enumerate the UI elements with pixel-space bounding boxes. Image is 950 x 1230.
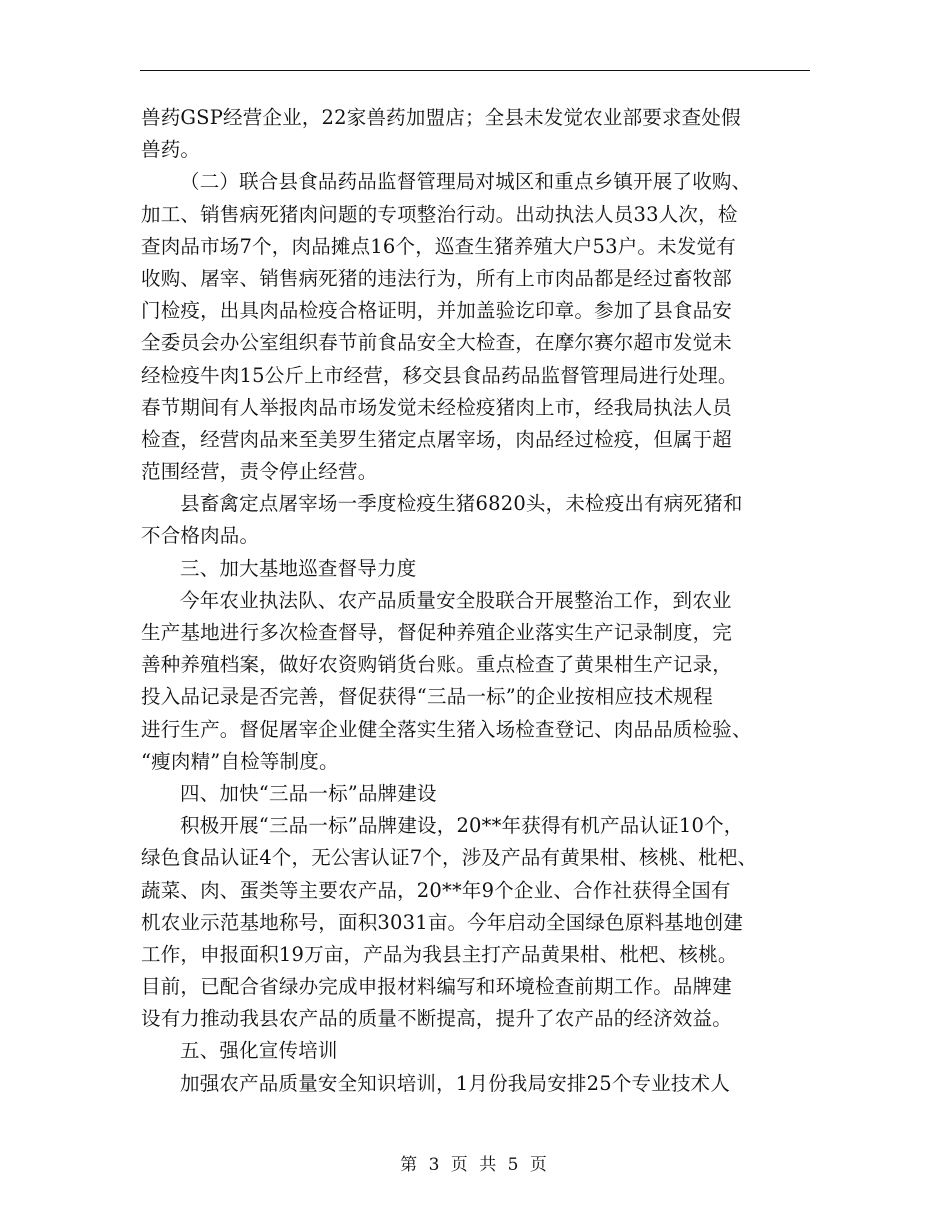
text-line: 今年农业执法队、农产品质量安全股联合开展整治工作，到农业: [180, 588, 732, 612]
text-line: 机农业示范基地称号，面积3031亩。今年启动全国绿色原料基地创建: [141, 910, 744, 934]
text-line: 目前，已配合省绿办完成申报材料编写和环境检查前期工作。品牌建: [141, 975, 733, 999]
text-line: 县畜禽定点屠宰场一季度检疫生猪6820头，未检疫出有病死猪和: [180, 492, 743, 516]
text-line: 全委员会办公室组织春节前食品安全大检查，在摩尔赛尔超市发觉未: [141, 331, 733, 355]
text-line: “瘦肉精”自检等制度。: [141, 749, 339, 773]
text-line: 经检疫牛肉15公斤上市经营，移交县食品药品监督管理局进行处理。: [141, 363, 738, 387]
text-line: 春节期间有人举报肉品市场发觉未经检疫猪肉上市，经我局执法人员: [141, 395, 733, 419]
text-line: 绿色食品认证4个，无公害认证7个，涉及产品有黄果柑、核桃、枇杷、: [141, 846, 758, 870]
header-rule: [140, 70, 810, 71]
text-line: 加强农产品质量安全知识培训，1月份我局安排25个专业技术人: [180, 1071, 731, 1095]
text-line: 查肉品市场7个，肉品摊点16个，巡查生猪养殖大户53户。未发觉有: [141, 234, 736, 258]
text-line: 兽药GSP经营企业，22家兽药加盟店；全县未发觉农业部要求查处假: [141, 106, 741, 129]
body-text: [141, 102, 831, 1100]
text-line: 进行生产。督促屠宰企业健全落实生猪入场检查登记、肉品品质检验、: [141, 717, 752, 741]
text-line: 三、加大基地巡查督导力度: [180, 556, 417, 580]
text-line: 工作，申报面积19万亩，产品为我县主打产品黄果柑、枇杷、核桃。: [141, 942, 738, 966]
text-line: 收购、屠宰、销售病死猪的违法行为，所有上市肉品都是经过畜牧部: [141, 266, 733, 290]
page-footer: 第 3 页 共 5 页: [400, 1155, 550, 1175]
text-line: 门检疫，出具肉品检疫合格证明，并加盖验讫印章。参加了县食品安: [141, 299, 733, 323]
text-line: 设有力推动我县农产品的质量不断提高，提升了农产品的经济效益。: [141, 1007, 733, 1031]
text-line: 范围经营，责令停止经营。: [141, 460, 378, 484]
text-line: 投入品记录是否完善，督促获得“三品一标”的企业按相应技术规程: [141, 685, 713, 709]
text-line: 不合格肉品。: [141, 524, 260, 548]
text-line: 兽药。: [141, 138, 201, 162]
text-line: 蔬菜、肉、蛋类等主要农产品，20**年9个企业、合作社获得全国有: [141, 878, 731, 902]
text-line: 积极开展“三品一标”品牌建设，20**年获得有机产品认证10个，: [180, 814, 744, 838]
text-line: 善种养殖档案，做好农资购销货台账。重点检查了黄果柑生产记录，: [141, 653, 733, 677]
text-line: 加工、销售病死猪肉问题的专项整治行动。出动执法人员33人次，检: [141, 202, 738, 226]
text-line: （二）联合县食品药品监督管理局对城区和重点乡镇开展了收购、: [180, 170, 752, 194]
text-line: 五、强化宣传培训: [180, 1039, 338, 1063]
text-line: 生产基地进行多次检查督导，督促种养殖企业落实生产记录制度，完: [141, 621, 733, 644]
text-line: 四、加快“三品一标”品牌建设: [180, 781, 437, 805]
text-line: 检查，经营肉品来至美罗生猪定点屠宰场，肉品经过检疫，但属于超: [141, 427, 733, 451]
